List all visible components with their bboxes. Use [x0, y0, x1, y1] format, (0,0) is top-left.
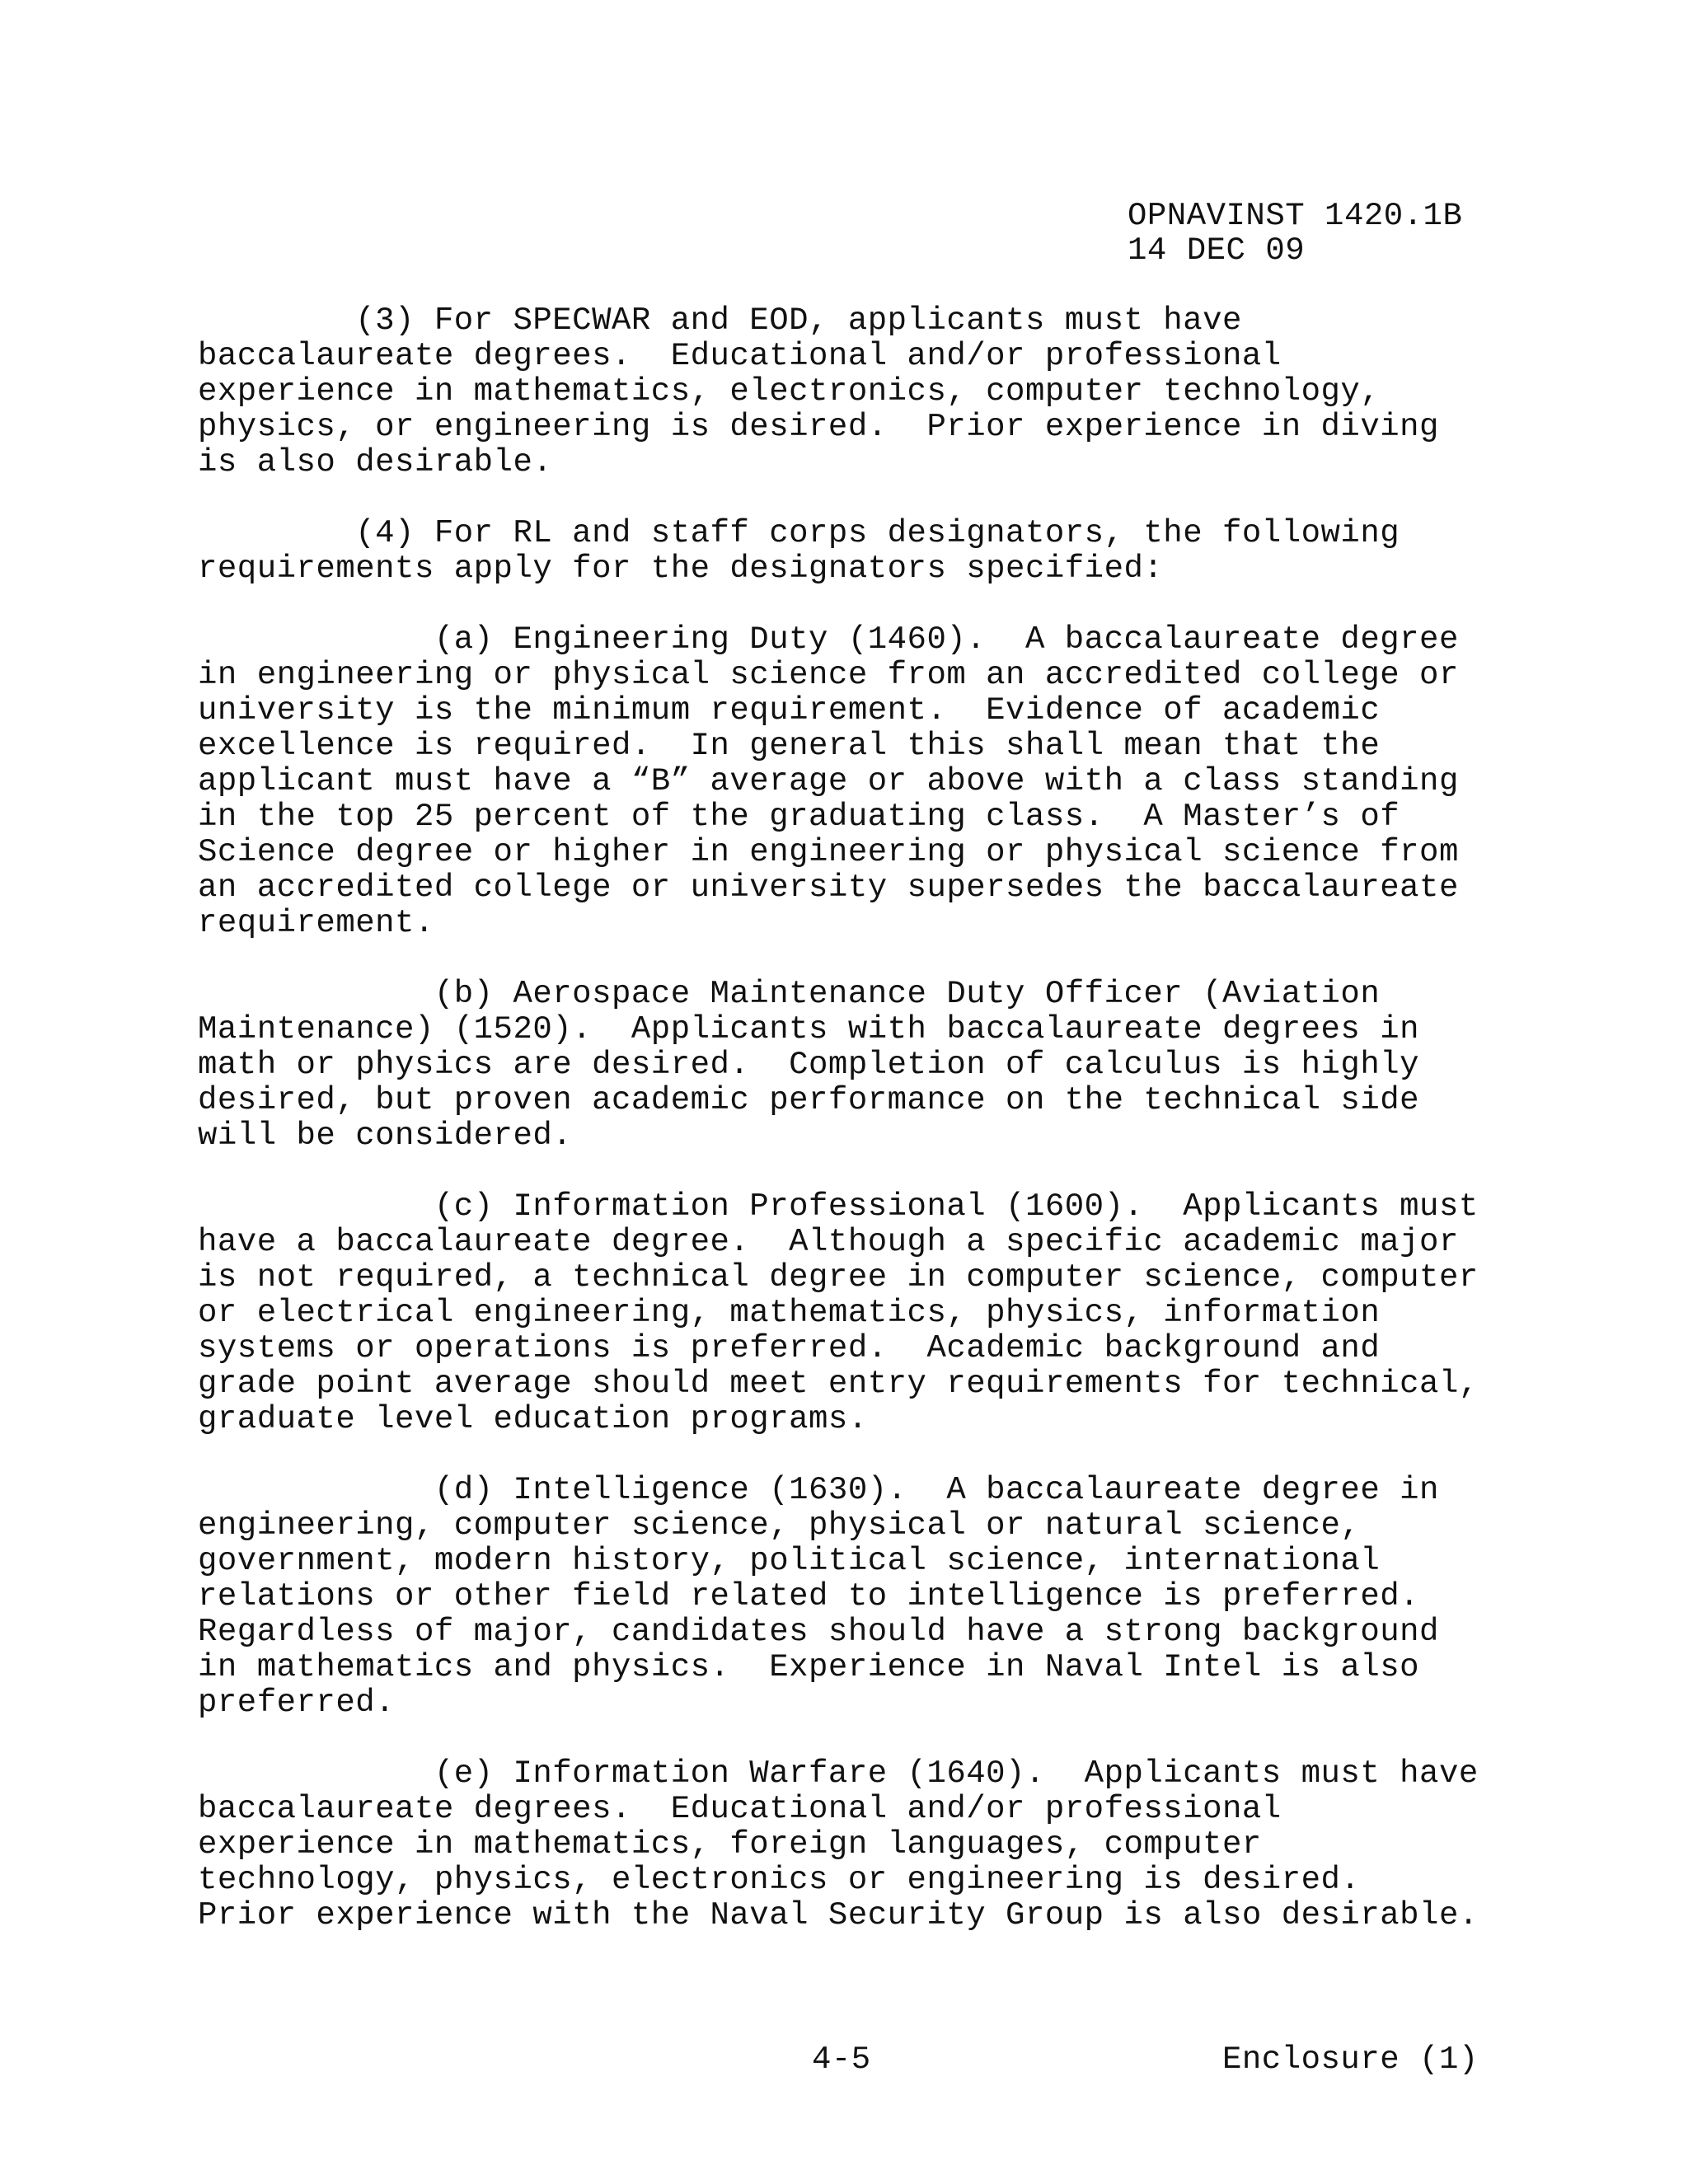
paragraph-line: (c) Information Professional (1600). Applicants must	[198, 1188, 1479, 1225]
paragraph-line: Maintenance) (1520). Applicants with baccalaureate degrees in	[198, 1011, 1420, 1047]
paragraph-line: or electrical engineering, mathematics, physics, information	[198, 1295, 1381, 1331]
paragraph-line: physics, or engineering is desired. Prior experience in diving	[198, 409, 1439, 445]
paragraph-line: requirements apply for the designators specified:	[198, 551, 1164, 587]
paragraph-line: (a) Engineering Duty (1460). A baccalaureate degree	[198, 621, 1459, 658]
document-date: 14 DEC 09	[1128, 232, 1306, 269]
paragraph-line: desired, but proven academic performance on the technical side	[198, 1082, 1420, 1118]
paragraph-line: in mathematics and physics. Experience in Naval Intel is also	[198, 1649, 1420, 1685]
paragraph-line: (e) Information Warfare (1640). Applicants must have	[198, 1755, 1479, 1792]
paragraph-line: applicant must have a “B” average or above with a class standing	[198, 763, 1459, 799]
paragraph-line: grade point average should meet entry requirements for technical,	[198, 1366, 1479, 1402]
paragraph-line: will be considered.	[198, 1118, 573, 1154]
paragraph-line: Science degree or higher in engineering or physical science from	[198, 834, 1459, 870]
paragraph-line: in the top 25 percent of the graduating class. A Master’s of	[198, 799, 1400, 835]
paragraph-line: (4) For RL and staff corps designators, the following	[198, 515, 1400, 551]
paragraph-line: baccalaureate degrees. Educational and/or professional	[198, 338, 1282, 374]
paragraph-line: systems or operations is preferred. Academic background and	[198, 1330, 1381, 1366]
paragraph-line: government, modern history, political science, international	[198, 1543, 1381, 1579]
paragraph-line: requirement.	[198, 905, 434, 941]
paragraph-line: preferred.	[198, 1685, 396, 1721]
paragraph-line: (d) Intelligence (1630). A baccalaureate degree in	[198, 1472, 1439, 1508]
paragraph-line: university is the minimum requirement. Evidence of academic	[198, 692, 1381, 729]
paragraph-line: experience in mathematics, electronics, computer technology,	[198, 373, 1381, 410]
paragraph-line: Prior experience with the Naval Security Group is also desirable.	[198, 1897, 1479, 1933]
paragraph-line: baccalaureate degrees. Educational and/or professional	[198, 1791, 1282, 1827]
paragraph-line: is not required, a technical degree in computer science, computer	[198, 1259, 1479, 1296]
paragraph-line: an accredited college or university supersedes the baccalaureate	[198, 869, 1459, 906]
paragraph-line: excellence is required. In general this shall mean that the	[198, 728, 1381, 764]
enclosure-label: Enclosure (1)	[1222, 2041, 1479, 2078]
paragraph-line: experience in mathematics, foreign languages, computer	[198, 1826, 1262, 1863]
paragraph-line: is also desirable.	[198, 444, 553, 480]
paragraph-line: relations or other field related to intelligence is preferred.	[198, 1578, 1420, 1615]
page-number: 4-5	[812, 2041, 871, 2078]
paragraph-line: math or physics are desired. Completion of calculus is highly	[198, 1047, 1420, 1083]
instruction-number: OPNAVINST 1420.1B	[1128, 198, 1463, 234]
paragraph-line: (b) Aerospace Maintenance Duty Officer (Aviation	[198, 976, 1381, 1012]
paragraph-line: Regardless of major, candidates should have a strong background	[198, 1614, 1439, 1650]
paragraph-line: graduate level education programs.	[198, 1401, 868, 1437]
paragraph-line: (3) For SPECWAR and EOD, applicants must have	[198, 302, 1242, 339]
paragraph-line: have a baccalaureate degree. Although a specific academic major	[198, 1224, 1459, 1260]
paragraph-line: technology, physics, electronics or engineering is desired.	[198, 1862, 1361, 1898]
paragraph-line: in engineering or physical science from an accredited college or	[198, 657, 1459, 693]
paragraph-line: engineering, computer science, physical or natural science,	[198, 1507, 1361, 1544]
